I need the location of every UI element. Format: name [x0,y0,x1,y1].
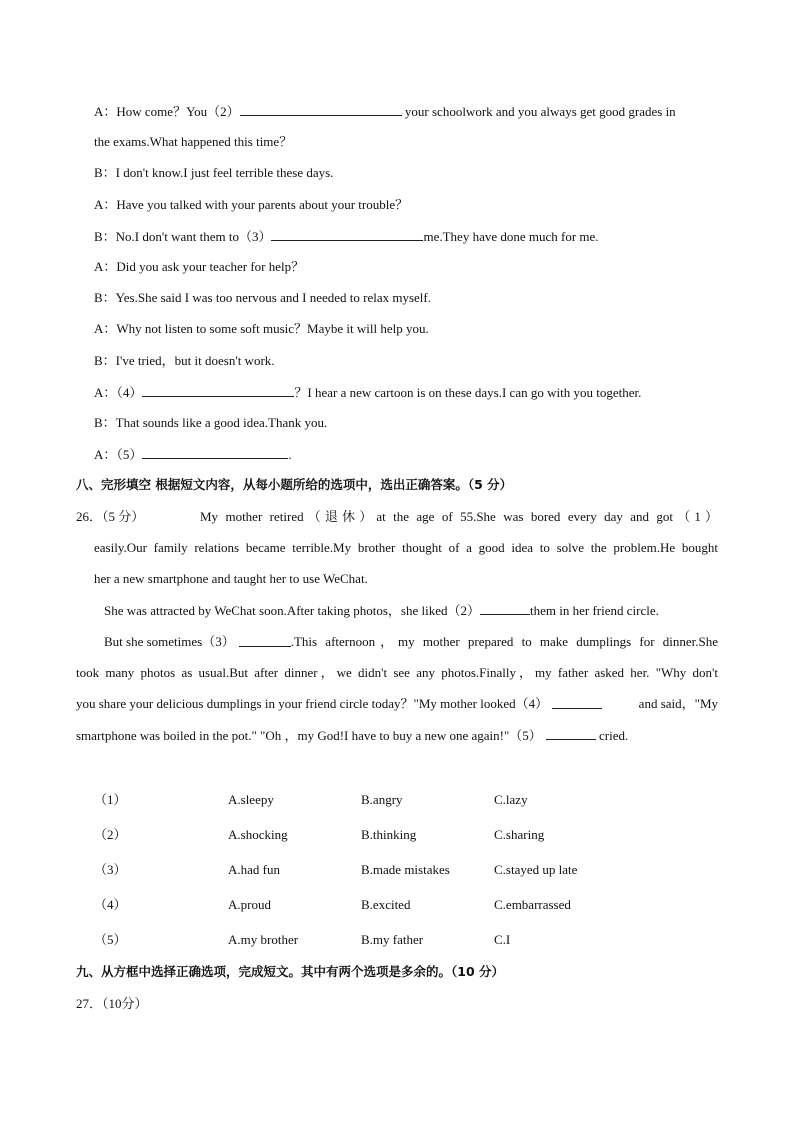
dialogue-line-1: A：How come？You（2） your schoolwork and you always get good grades in [94,104,676,119]
q26-paragraph-3-line-1: But she sometimes（3） .This afternoon，my mother prepared to make dumplings for dinner.She [104,634,718,649]
cloze-blank-4[interactable] [552,696,602,709]
section-9-heading: 九、从方框中选择正确选项，完成短文。其中有两个选项是多余的。（10 分） [76,964,504,979]
q26-paragraph-3-line-4: smartphone was boiled in the pot." "Oh ，my God!I have to buy a new one again!"（5） cried. [76,728,629,743]
option-c[interactable]: C.sharing [494,827,545,842]
answer-blank-3[interactable] [271,228,423,241]
option-c[interactable]: C.stayed up late [494,862,578,877]
speaker-label: A： [94,104,117,119]
option-a[interactable]: A.had fun [228,862,280,877]
section-8-heading: 八、完形填空 根据短文内容，从每小题所给的选项中，选出正确答案。（5 分） [76,477,513,492]
option-c[interactable]: C.embarrassed [494,897,571,912]
cloze-blank-3[interactable] [239,634,291,647]
cloze-blank-5[interactable] [546,727,596,740]
q26-paragraph-3-line-2: took many photos as usual.But after dinner，we didn't see any photos.Finally，my father asked her. "Why don't [76,665,718,680]
q26-paragraph-3-line-3: you share your delicious dumplings in your friend circle today？"My mother looked（4） and said，"My [76,696,718,711]
q26-paragraph-2: She was attracted by WeChat soon.After taking photos，she liked（2） them in her friend circle. [104,603,659,618]
dialogue-line-5: A：Did you ask your teacher for help？ [94,259,305,274]
dialogue-line-4: B：No.I don't want them to（3） me.They have done much for me. [94,229,599,244]
dialogue-line-9: A：（4） ？I hear a new cartoon is on these days.I can go with you together. [94,385,642,400]
dialogue-line-3: A：Have you talked with your parents about your trouble？ [94,197,409,212]
answer-blank-5[interactable] [142,446,288,459]
q26-line-1: 26．（5 分） My mother retired（退休）at the age of 55.She was bored every day and got（1） [76,509,718,524]
option-a[interactable]: A.my brother [228,932,299,947]
dialogue-line-2: B：I don't know.I just feel terrible these days. [94,165,334,180]
dialogue-line-11: A：（5） . [94,447,292,462]
dialogue-line-10: B：That sounds like a good idea.Thank you. [94,415,328,430]
option-a[interactable]: A.proud [228,897,271,912]
option-b[interactable]: B.angry [361,792,403,807]
dialogue-line-8: B：I've tried，but it doesn't work. [94,353,275,368]
answer-blank-4[interactable] [142,384,294,397]
option-b[interactable]: B.thinking [361,827,417,842]
option-c[interactable]: C.lazy [494,792,528,807]
question-number: 26．（5 分） [76,509,145,524]
q26-line-2: easily.Our family relations became terrible.My brother thought of a good idea to solve the problem.He bought [94,540,718,555]
answer-blank-2[interactable] [240,103,402,116]
option-b[interactable]: B.excited [361,897,411,912]
question-27-number: 27．（10分） [76,996,148,1011]
option-a[interactable]: A.shocking [228,827,288,842]
option-b[interactable]: B.my father [361,932,424,947]
dialogue-line-7: A：Why not listen to some soft music？Maybe it will help you. [94,321,429,336]
dialogue-line-1-cont: the exams.What happened this time？ [94,134,293,149]
option-c[interactable]: C.I [494,932,511,947]
option-a[interactable]: A.sleepy [228,792,274,807]
cloze-blank-2[interactable] [480,602,530,615]
q26-line-3: her a new smartphone and taught her to use WeChat. [94,571,368,586]
dialogue-line-6: B：Yes.She said I was too nervous and I needed to relax myself. [94,290,431,305]
option-b[interactable]: B.made mistakes [361,862,450,877]
